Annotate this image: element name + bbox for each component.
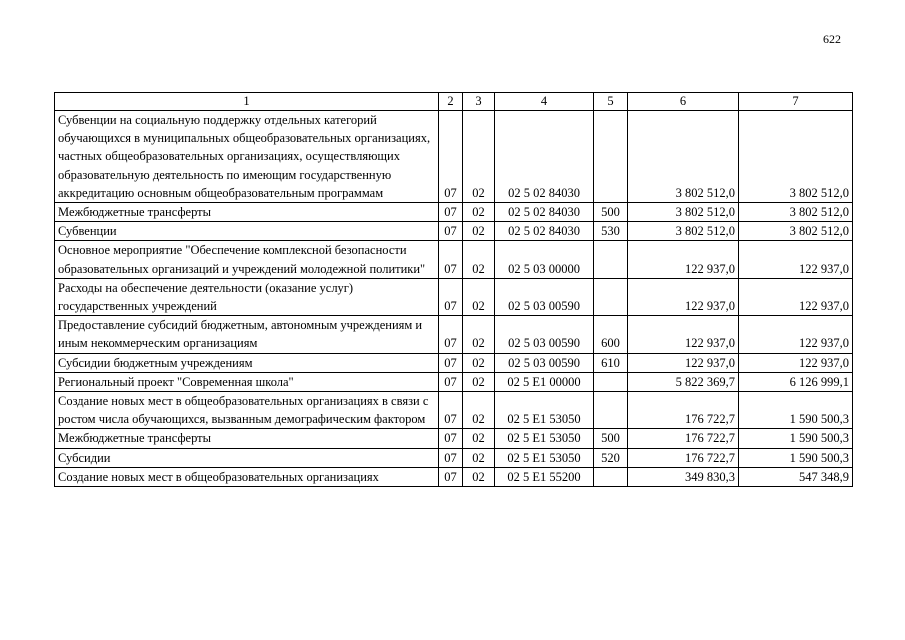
- target-article-cell: 02 5 E1 55200: [495, 467, 594, 486]
- subsection-code-cell: 02: [463, 278, 495, 315]
- item-name-cell: Межбюджетные трансферты: [55, 429, 439, 448]
- amount-year1-cell: 176 722,7: [628, 448, 739, 467]
- amount-year1-cell: 5 822 369,7: [628, 372, 739, 391]
- expense-type-cell: 530: [594, 222, 628, 241]
- table-row: [55, 222, 853, 241]
- amount-year2-cell: 122 937,0: [739, 353, 853, 372]
- amount-year1-cell: 176 722,7: [628, 429, 739, 448]
- item-name-cell: Субсидии: [55, 448, 439, 467]
- section-code-cell: 07: [439, 467, 463, 486]
- expense-type-cell: [594, 467, 628, 486]
- item-name-cell: Региональный проект "Современная школа": [55, 372, 439, 391]
- item-name-cell: Создание новых мест в общеобразовательных организациях в связи с ростом числа обучающихся, вызванным демографическим фактором: [55, 392, 439, 429]
- column-header: 6: [628, 93, 739, 111]
- subsection-code-cell: 02: [463, 392, 495, 429]
- target-article-cell: 02 5 02 84030: [495, 222, 594, 241]
- item-name-cell: Предоставление субсидий бюджетным, автономным учреждениям и иным некоммерческим организациям: [55, 316, 439, 353]
- expense-type-cell: 500: [594, 203, 628, 222]
- amount-year1-cell: 176 722,7: [628, 392, 739, 429]
- amount-year2-cell: 122 937,0: [739, 316, 853, 353]
- amount-year2-cell: 3 802 512,0: [739, 203, 853, 222]
- expense-type-cell: 500: [594, 429, 628, 448]
- item-name-cell: Субсидии бюджетным учреждениям: [55, 353, 439, 372]
- target-article-cell: 02 5 03 00590: [495, 278, 594, 315]
- expense-type-cell: [594, 278, 628, 315]
- expense-type-cell: 610: [594, 353, 628, 372]
- target-article-cell: 02 5 02 84030: [495, 203, 594, 222]
- section-code-cell: 07: [439, 353, 463, 372]
- page-number: 622: [823, 32, 841, 46]
- item-name-cell: Субвенции на социальную поддержку отдельных категорий обучающихся в муниципальных общеобразовательных организациях, частных общеобразовательных организациях, осуществляющих образовательную деятельность по имеющим государственную аккредитацию основным общеобразовательным программам: [55, 111, 439, 203]
- table-row: [55, 203, 853, 222]
- subsection-code-cell: 02: [463, 353, 495, 372]
- section-code-cell: 07: [439, 111, 463, 203]
- amount-year2-cell: 3 802 512,0: [739, 222, 853, 241]
- amount-year1-cell: 122 937,0: [628, 353, 739, 372]
- table-row: [55, 316, 853, 353]
- section-code-cell: 07: [439, 203, 463, 222]
- subsection-code-cell: 02: [463, 448, 495, 467]
- budget-table: [54, 92, 853, 487]
- subsection-code-cell: 02: [463, 111, 495, 203]
- amount-year1-cell: 349 830,3: [628, 467, 739, 486]
- amount-year2-cell: 1 590 500,3: [739, 392, 853, 429]
- amount-year1-cell: 122 937,0: [628, 241, 739, 278]
- target-article-cell: 02 5 03 00000: [495, 241, 594, 278]
- table-row: [55, 467, 853, 486]
- amount-year2-cell: 1 590 500,3: [739, 429, 853, 448]
- section-code-cell: 07: [439, 392, 463, 429]
- expense-type-cell: [594, 392, 628, 429]
- column-header: 3: [463, 93, 495, 111]
- table-row: [55, 353, 853, 372]
- section-code-cell: 07: [439, 372, 463, 391]
- amount-year1-cell: 122 937,0: [628, 278, 739, 315]
- amount-year1-cell: 3 802 512,0: [628, 111, 739, 203]
- column-header: 7: [739, 93, 853, 111]
- target-article-cell: 02 5 E1 53050: [495, 392, 594, 429]
- table-row: [55, 392, 853, 429]
- table-header-row: [55, 93, 853, 111]
- expense-type-cell: 520: [594, 448, 628, 467]
- item-name-cell: Создание новых мест в общеобразовательных организациях: [55, 467, 439, 486]
- table-row: [55, 111, 853, 203]
- target-article-cell: 02 5 E1 00000: [495, 372, 594, 391]
- expense-type-cell: 600: [594, 316, 628, 353]
- amount-year1-cell: 3 802 512,0: [628, 203, 739, 222]
- table-row: [55, 429, 853, 448]
- table-row: [55, 241, 853, 278]
- section-code-cell: 07: [439, 316, 463, 353]
- table-row: [55, 278, 853, 315]
- target-article-cell: 02 5 03 00590: [495, 353, 594, 372]
- column-header: 5: [594, 93, 628, 111]
- expense-type-cell: [594, 372, 628, 391]
- target-article-cell: 02 5 02 84030: [495, 111, 594, 203]
- target-article-cell: 02 5 03 00590: [495, 316, 594, 353]
- section-code-cell: 07: [439, 448, 463, 467]
- target-article-cell: 02 5 E1 53050: [495, 429, 594, 448]
- section-code-cell: 07: [439, 278, 463, 315]
- amount-year2-cell: 547 348,9: [739, 467, 853, 486]
- section-code-cell: 07: [439, 429, 463, 448]
- column-header: 4: [495, 93, 594, 111]
- column-header: 1: [55, 93, 439, 111]
- amount-year2-cell: 6 126 999,1: [739, 372, 853, 391]
- expense-type-cell: [594, 111, 628, 203]
- subsection-code-cell: 02: [463, 241, 495, 278]
- section-code-cell: 07: [439, 241, 463, 278]
- amount-year2-cell: 3 802 512,0: [739, 111, 853, 203]
- amount-year1-cell: 122 937,0: [628, 316, 739, 353]
- item-name-cell: Субвенции: [55, 222, 439, 241]
- section-code-cell: 07: [439, 222, 463, 241]
- amount-year2-cell: 1 590 500,3: [739, 448, 853, 467]
- subsection-code-cell: 02: [463, 467, 495, 486]
- target-article-cell: 02 5 E1 53050: [495, 448, 594, 467]
- expense-type-cell: [594, 241, 628, 278]
- amount-year1-cell: 3 802 512,0: [628, 222, 739, 241]
- item-name-cell: Основное мероприятие "Обеспечение комплексной безопасности образовательных организаций и учреждений молодежной политики": [55, 241, 439, 278]
- item-name-cell: Расходы на обеспечение деятельности (оказание услуг) государственных учреждений: [55, 278, 439, 315]
- amount-year2-cell: 122 937,0: [739, 278, 853, 315]
- table-row: [55, 448, 853, 467]
- subsection-code-cell: 02: [463, 222, 495, 241]
- column-header: 2: [439, 93, 463, 111]
- subsection-code-cell: 02: [463, 203, 495, 222]
- table-row: [55, 372, 853, 391]
- item-name-cell: Межбюджетные трансферты: [55, 203, 439, 222]
- subsection-code-cell: 02: [463, 316, 495, 353]
- subsection-code-cell: 02: [463, 372, 495, 391]
- amount-year2-cell: 122 937,0: [739, 241, 853, 278]
- subsection-code-cell: 02: [463, 429, 495, 448]
